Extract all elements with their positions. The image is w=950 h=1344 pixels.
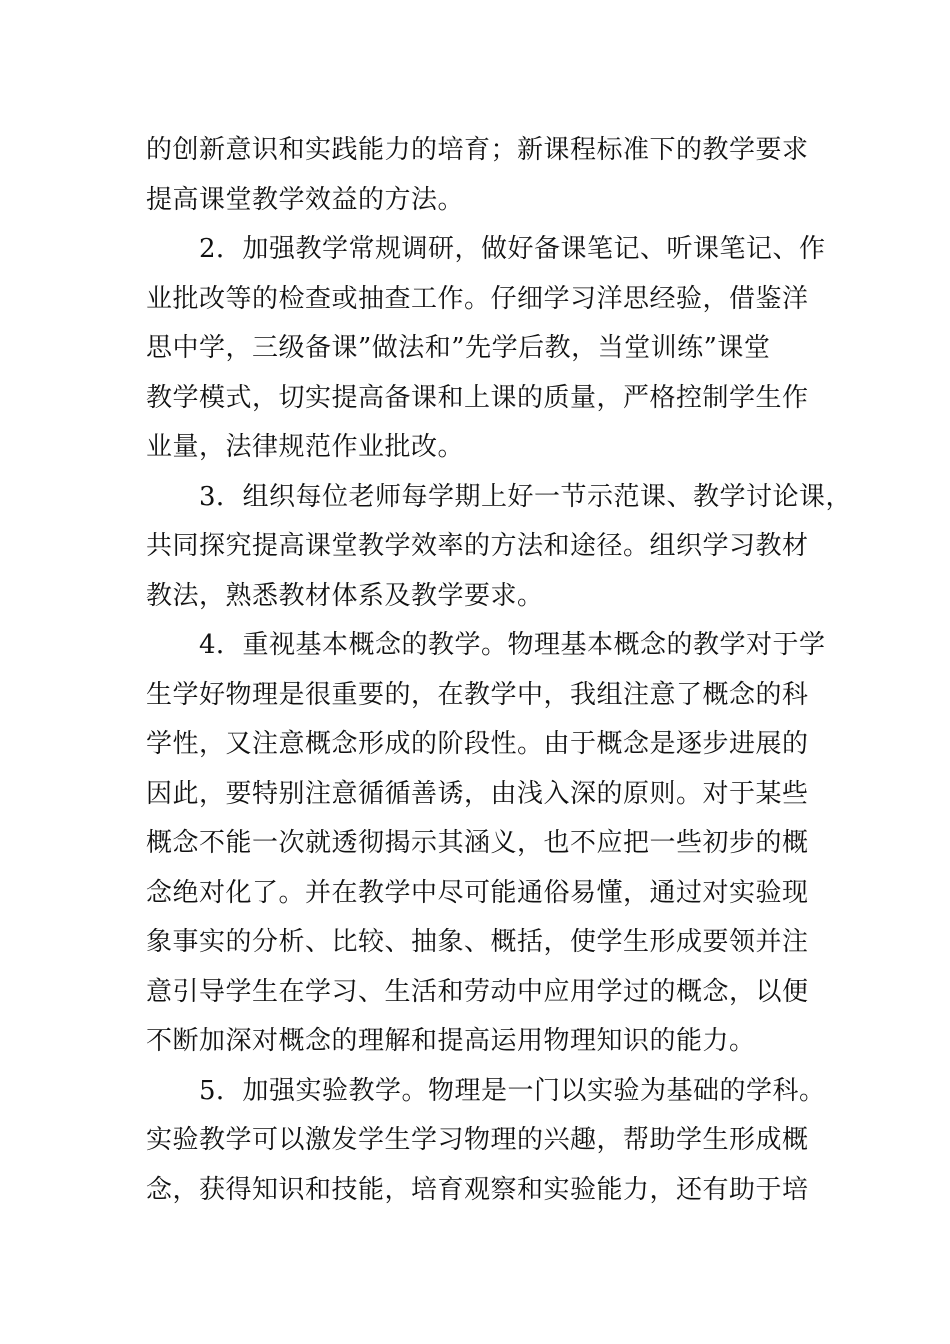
text-line: 业批改等的检查或抽查工作。仔细学习洋思经验，借鉴洋 — [146, 283, 809, 314]
text-line: 因此，要特别注意循循善诱，由浅入深的原则。对于某些 — [146, 778, 809, 809]
text-line: 思中学，三级备课”做法和”先学后教，当堂训练”课堂 — [146, 333, 771, 363]
text-line: 象事实的分析、比较、抽象、概括，使学生形成要领并注 — [146, 927, 809, 957]
text-line: 3．组织每位老师每学期上好一节示范课、教学讨论课， — [146, 481, 853, 512]
text-line: 提高课堂教学效益的方法。 — [146, 184, 465, 215]
text-line: 教法，熟悉教材体系及教学要求。 — [146, 580, 544, 611]
text-line: 念绝对化了。并在教学中尽可能通俗易懂，通过对实验现 — [146, 877, 809, 908]
text-line: 念，获得知识和技能，培育观察和实验能力，还有助于培 — [146, 1174, 809, 1205]
text-line: 实验教学可以激发学生学习物理的兴趣，帮助学生形成概 — [146, 1125, 809, 1155]
text-line: 共同探究提高课堂教学效率的方法和途径。组织学习教材 — [146, 531, 809, 561]
text-line: 概念不能一次就透彻揭示其涵义，也不应把一些初步的概 — [146, 828, 809, 858]
text-line: 2．加强教学常规调研，做好备课笔记、听课笔记、作 — [146, 234, 826, 264]
text-line: 学性，又注意概念形成的阶段性。由于概念是逐步进展的 — [146, 729, 809, 759]
text-line: 生学好物理是很重要的，在教学中，我组注意了概念的科 — [146, 679, 809, 710]
text-line: 业量，法律规范作业批改。 — [146, 432, 465, 462]
text-line: 不断加深对概念的理解和提高运用物理知识的能力。 — [146, 1026, 756, 1056]
text-line: 的创新意识和实践能力的培育；新课程标准下的教学要求 — [146, 135, 809, 165]
text-line: 4．重视基本概念的教学。物理基本概念的教学对于学 — [146, 630, 826, 660]
body-text — [146, 126, 853, 1215]
text-line: 5．加强实验教学。物理是一门以实验为基础的学科。 — [146, 1075, 826, 1106]
text-line: 教学模式，切实提高备课和上课的质量，严格控制学生作 — [146, 382, 809, 413]
text-line: 意引导学生在学习、生活和劳动中应用学过的概念，以便 — [146, 976, 809, 1007]
